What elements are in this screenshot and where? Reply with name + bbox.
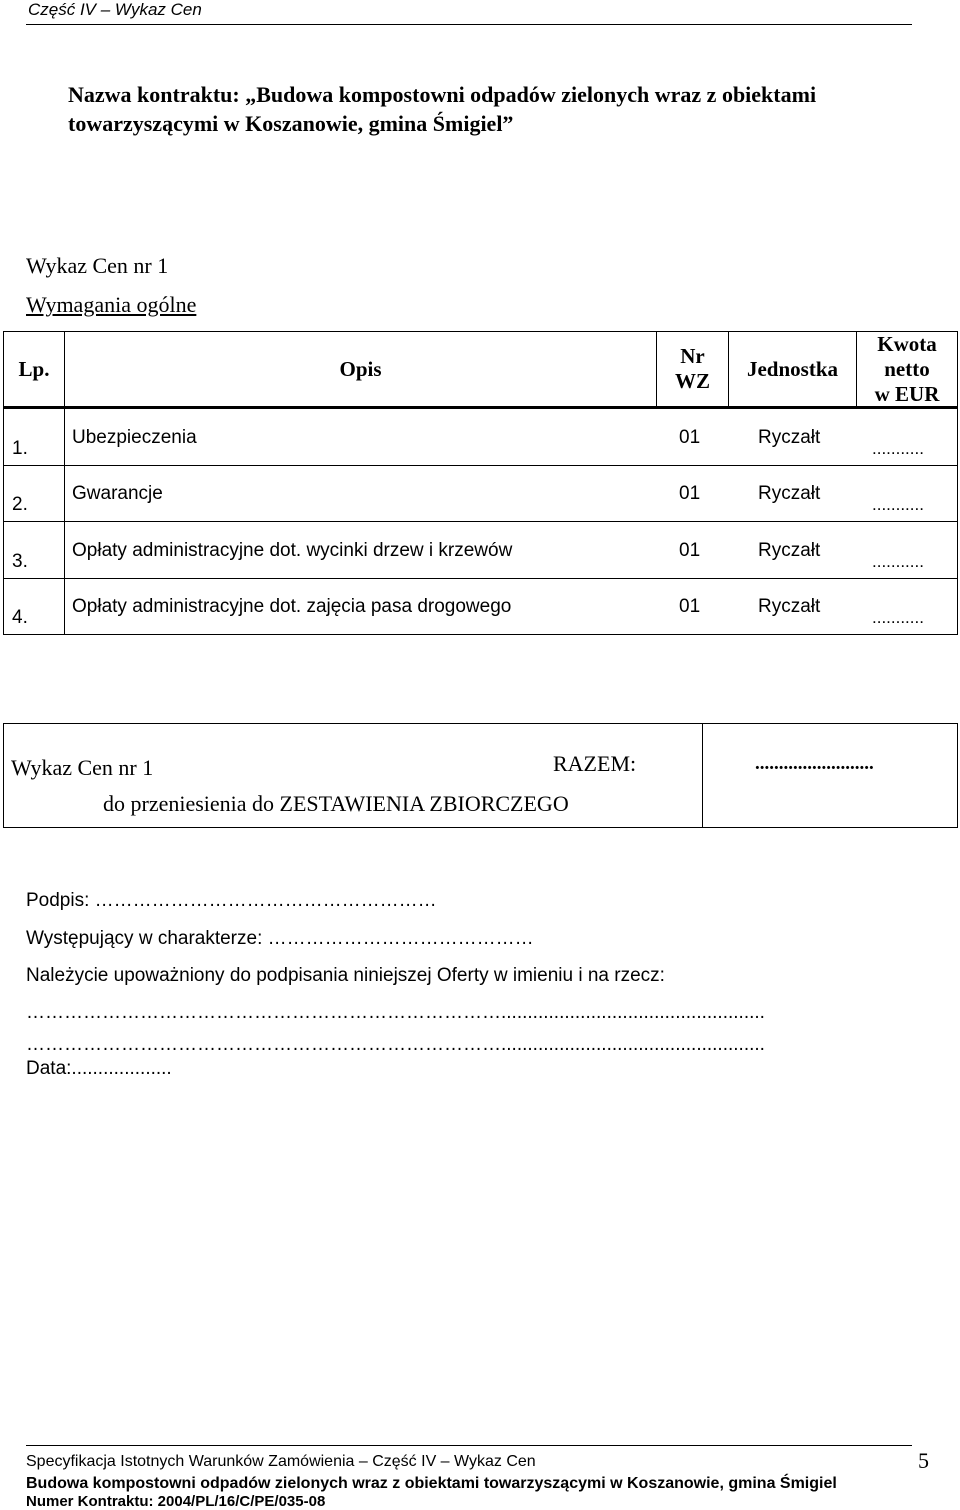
row-opis: Opłaty administracyjne dot. zajęcia pasa drogowego [72,596,512,617]
contract-name-line-2: towarzyszącymi w Koszanowie, gmina Śmigiel” [68,111,514,136]
row-nr: 01 [679,596,701,617]
row-lp: 2. [12,494,28,515]
signature-wystepujacy: Występujący w charakterze: …………………………………… [26,928,534,949]
row-lp: 1. [12,438,28,459]
footer-contract-number: Numer Kontraktu: 2004/PL/16/C/PE/035-08 [26,1493,326,1510]
signature-data: Data:................... [26,1058,172,1079]
th-nr-wz: Nr WZ [656,331,728,409]
signature-nalezycie: Należycie upoważniony do podpisania niniejszej Oferty w imieniu i na rzecz: [26,965,665,986]
th-kwota: Kwota netto w EUR [856,331,958,409]
row-jednostka: Ryczałt [758,427,821,448]
summary-value-box [702,723,958,828]
row-nr: 01 [679,540,701,561]
wykaz-subtitle: Wymagania ogólne [26,292,197,317]
signature-podpis: Podpis: ……………………………………………… [26,890,437,911]
contract-name-line-1: Nazwa kontraktu: „Budowa kompostowni odpadów zielonych wraz z obiektami [68,82,817,107]
summary-subtitle: do przeniesienia do ZESTAWIENIA ZBIORCZEGO [103,791,569,816]
row-opis: Ubezpieczenia [72,427,197,448]
row-jednostka: Ryczałt [758,483,821,504]
header-divider [26,24,912,25]
row-kwota: ........... [872,495,924,514]
row-kwota: ........... [872,608,924,627]
row-nr: 01 [679,427,701,448]
th-jednostka: Jednostka [728,331,856,409]
summary-label-box [3,723,703,828]
summary-razem: RAZEM: [553,751,637,776]
running-header: Część IV – Wykaz Cen [28,0,202,19]
table-row [3,522,958,579]
row-lp: 3. [12,551,28,572]
wykaz-title: Wykaz Cen nr 1 [26,253,169,278]
table-row [3,409,958,466]
table-row [3,579,958,635]
table-row [3,466,958,522]
th-lp: Lp. [3,331,64,409]
row-kwota: ........... [872,552,924,571]
page-number: 5 [918,1448,929,1473]
summary-value: ......................... [755,753,874,774]
signature-line-1: ………………………………………………………………….................................................. [26,1002,765,1023]
row-opis: Gwarancje [72,483,163,504]
row-nr: 01 [679,483,701,504]
row-jednostka: Ryczałt [758,596,821,617]
row-kwota: ........... [872,439,924,458]
footer-divider [26,1445,912,1446]
footer-spec: Specyfikacja Istotnych Warunków Zamówienia – Część IV – Wykaz Cen [26,1453,536,1470]
summary-title: Wykaz Cen nr 1 [11,755,154,780]
row-jednostka: Ryczałt [758,540,821,561]
row-opis: Opłaty administracyjne dot. wycinki drzew i krzewów [72,540,513,561]
row-lp: 4. [12,607,28,628]
th-opis: Opis [64,331,656,409]
footer-project: Budowa kompostowni odpadów zielonych wraz z obiektami towarzyszącymi w Koszanowie, gmina Śmigiel [26,1475,837,1492]
signature-line-2: ………………………………………………………………….................................................. [26,1034,765,1055]
